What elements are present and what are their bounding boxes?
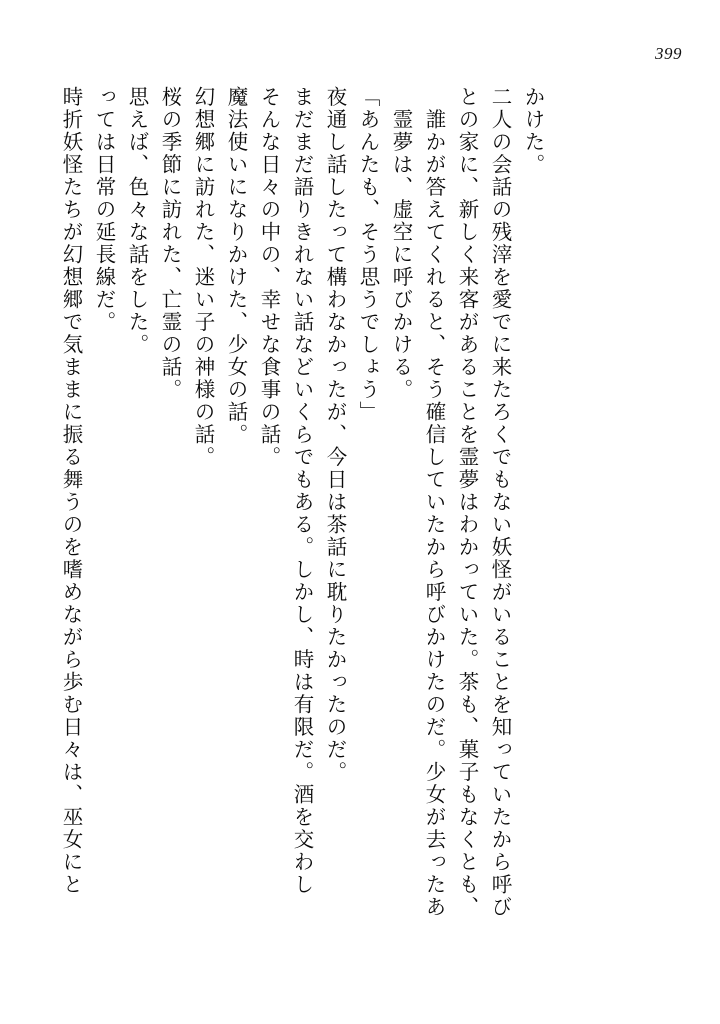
text-column: 霊夢は、虚空に呼びかける。 [389,86,413,401]
text-column: 「あんたも、そう思うでしょう」 [356,86,380,424]
text-column: 思えば、色々な話をした。 [125,86,149,356]
text-column: 二人の会話の残滓を愛でに来たろくでもない妖怪がいることを知っていたから呼び [488,86,512,919]
text-column: との家に、新しく来客があることを霊夢はわかっていた。茶も、菓子もなくとも、 [455,86,479,919]
text-column: 魔法使いになりかけた、少女の話。 [224,86,248,446]
text-column: っては日常の延長線だ。 [92,86,116,334]
page-number: 399 [655,44,682,63]
text-column: 桜の季節に訪れた、亡霊の話。 [158,86,182,401]
text-column: まだまだ語りきれない話などいくらでもある。しかし、時は有限だ。酒を交わし [290,86,314,896]
text-column: かけた。 [521,86,545,176]
text-column: 幻想郷に訪れた、迷い子の神様の話。 [191,86,215,469]
text-column: 誰かが答えてくれると、そう確信していたから呼びかけたのだ。少女が去ったあ [422,86,446,919]
text-column: そんな日々の中の、幸せな食事の話。 [257,86,281,469]
text-column: 夜通し話したって構わなかったが、今日は茶話に耽りたかったのだ。 [323,86,347,784]
text-column: 時折妖怪たちが幻想郷で気ままに振る舞うのを嗜めながら歩む日々は、巫女にと [59,86,83,896]
vertical-text-body [48,86,690,986]
